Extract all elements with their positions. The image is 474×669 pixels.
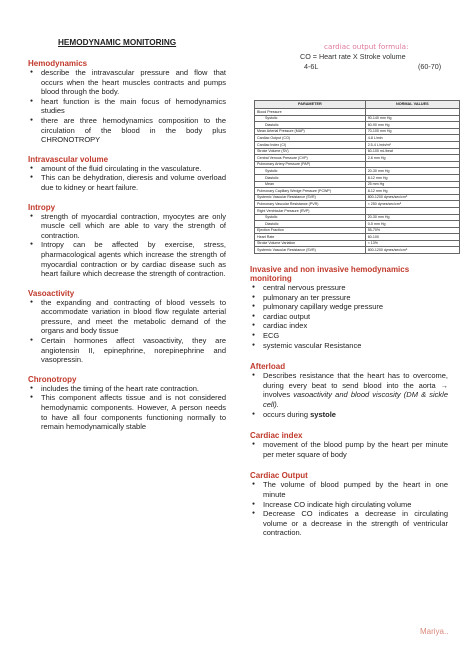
formula-title: cardiac output formula: — [324, 42, 409, 51]
table-row — [255, 148, 460, 155]
table-row — [255, 128, 460, 135]
section-heading: Intravascular volume — [28, 154, 109, 164]
table-cell: 2.5-4 L/min/m² — [365, 141, 459, 148]
table-row — [255, 194, 460, 201]
table-cell — [255, 168, 366, 175]
parameter-name: Cardiac Output (CO) — [257, 135, 290, 140]
section-heading: Intropy — [28, 202, 56, 212]
table-cell — [365, 109, 459, 116]
parameter-name: Diastolic — [265, 221, 279, 226]
table-row — [255, 227, 460, 234]
table-cell: 800-1200 dynes/sec/cm⁵ — [365, 194, 459, 201]
list-item: ● heart function is the main focus of hemodynamics studies — [28, 97, 226, 116]
parameter-name: Central Venous Pressure (CVP) — [257, 155, 308, 160]
parameter-name: Blood Pressure — [257, 109, 282, 114]
list-item: ● central nervous pressure — [250, 283, 448, 293]
table-cell: 4-8 L/min — [365, 135, 459, 142]
section-heading: Vasoactivity — [28, 288, 75, 298]
table-cell — [255, 122, 366, 129]
table-cell — [255, 109, 366, 116]
parameter-name: Diastolic — [265, 122, 279, 127]
table-cell — [255, 240, 366, 247]
right-column — [250, 253, 448, 538]
table-cell: 25 mm Hg — [365, 181, 459, 188]
table-cell — [365, 161, 459, 168]
list-item: ● systemic vascular Resistance — [250, 341, 448, 351]
table-cell — [255, 214, 366, 221]
list-item: ● cardiac index — [250, 321, 448, 331]
list-item: ● movement of the blood pump by the heart per minute per meter square of body — [250, 440, 448, 459]
table-cell — [255, 135, 366, 142]
parameter-name: Systemic Vascular Resistance (SVR) — [257, 195, 316, 200]
table-cell — [255, 141, 366, 148]
parameter-name: Heart Rate — [257, 234, 275, 239]
bullet-list — [250, 371, 448, 419]
parameter-name: Stroke Volume (SV) — [257, 149, 289, 154]
table-cell: 2-6 mm Hg — [365, 155, 459, 162]
bullet-list — [250, 480, 448, 538]
table-cell: < 250 dynes/sec/cm⁵ — [365, 201, 459, 208]
afterload-section — [250, 362, 448, 419]
formula-equation: CO = Heart rate X Stroke volume — [300, 52, 406, 61]
list-item-emphasis: vasoactivity and blood viscosity (DM & sickle cell). — [263, 390, 448, 409]
section-heading: Hemodynamics — [28, 59, 88, 68]
content-section — [28, 59, 226, 145]
content-section — [28, 155, 226, 193]
left-sections — [28, 59, 226, 432]
bullet-list — [28, 68, 226, 145]
bullet-list — [28, 164, 226, 193]
bullet-list — [28, 384, 226, 432]
list-item: ● pulmonary capillary wedge pressure — [250, 302, 448, 312]
reference-figure — [252, 36, 465, 253]
table-cell: 8-12 mm Hg — [365, 188, 459, 195]
table-row — [255, 141, 460, 148]
table-cell — [255, 221, 366, 228]
table-cell: 20-30 mm Hg — [365, 214, 459, 221]
list-item: ● includes the timing of the heart rate contraction. — [28, 384, 226, 394]
section-heading: Cardiac Output — [250, 471, 308, 481]
bullet-list — [28, 298, 226, 365]
table-row — [255, 188, 460, 195]
table-row — [255, 109, 460, 116]
table-cell: 8-12 mm Hg — [365, 174, 459, 181]
table-cell: < 13% — [365, 240, 459, 247]
parameter-name: Right Ventricular Pressure (RVP) — [257, 208, 310, 213]
formula-block — [252, 36, 465, 76]
content-section — [28, 203, 226, 279]
table-cell: 55-70% — [365, 227, 459, 234]
list-item: ● strength of myocardial contraction, myocytes are only muscle cell which are able to vary the strength of contraction. — [28, 212, 226, 241]
list-item: ● cardiac output — [250, 312, 448, 322]
parameter-name: Pulmonary Capillary Wedge Pressure (PCWP) — [257, 188, 332, 193]
list-item: ● amount of the fluid circulating in the vasculature. — [28, 164, 226, 174]
parameter-name: Systolic — [265, 215, 278, 220]
table-header-row — [255, 101, 460, 109]
content-section — [250, 265, 448, 350]
list-item: ● the expanding and contracting of blood vessels to accommodate variation in blood flow regulate arterial pressure, and meet the metabolic demand of the organs and body tissue — [28, 298, 226, 336]
normal-values-table — [254, 100, 460, 254]
list-item — [250, 410, 448, 420]
table-row — [255, 240, 460, 247]
list-item-text: Describes resistance that the heart has to overcome, during every beat to send blood into the aorta → involves — [263, 371, 448, 400]
table-row — [255, 155, 460, 162]
table-cell — [255, 207, 366, 214]
section-heading: Cardiac index — [250, 431, 303, 441]
table-row — [255, 161, 460, 168]
table-cell — [255, 174, 366, 181]
table-row — [255, 201, 460, 208]
page-title: HEMODYNAMIC MONITORING — [58, 38, 177, 47]
table-row — [255, 234, 460, 241]
table-body — [255, 109, 460, 254]
range-right: (60-70) — [418, 62, 442, 71]
table-cell — [365, 207, 459, 214]
list-item: ● The volume of blood pumped by the heart in one minute — [250, 480, 448, 499]
author-signature: Mariya.. — [420, 627, 449, 636]
range-left: 4-6L — [304, 62, 319, 71]
list-item: ● This can be dehydration, dieresis and volume overload due to kidney or heart failure. — [28, 173, 226, 192]
table-cell: 70-100 mm Hg — [365, 128, 459, 135]
table-cell — [255, 148, 366, 155]
table-cell — [255, 234, 366, 241]
table-cell — [255, 201, 366, 208]
list-item: ● ECG — [250, 331, 448, 341]
list-item: ● Certain hormones affect vasoactivity, they are angiotensin II, epinephrine, norepinephrine and vasopressin. — [28, 336, 226, 365]
bullet-list — [28, 212, 226, 279]
parameter-name: Diastolic — [265, 175, 279, 180]
section-heading: Chronotropy — [28, 374, 77, 384]
list-item: ● This component affects tissue and is not considered hemodynamic components. However, A person needs to have all four components functioning normally to remain hemodynamically stable — [28, 393, 226, 431]
table-cell — [255, 188, 366, 195]
table-cell — [255, 155, 366, 162]
parameter-name: Cardiac Index (CI) — [257, 142, 287, 147]
parameter-name: Systolic — [265, 168, 278, 173]
table-row — [255, 207, 460, 214]
bullet-list — [250, 283, 448, 350]
table-cell: 0-5 mm Hg — [365, 221, 459, 228]
table-row — [255, 168, 460, 175]
table-cell — [255, 115, 366, 122]
table-cell — [255, 194, 366, 201]
parameter-name: Mean — [265, 182, 274, 187]
list-item-text: occurs during — [263, 409, 311, 419]
table-cell: 90-140 mm Hg — [365, 115, 459, 122]
content-section — [28, 289, 226, 365]
list-item: ● Intropy can be affected by exercise, stress, pharmacological agents which increase the strength of myocardial contraction or by cardiac disease such as heart failure which decrease the strength of contraction. — [28, 240, 226, 278]
table-cell — [255, 227, 366, 234]
table-row — [255, 174, 460, 181]
parameter-name: Systemic Vascular Resistance (SVR) — [257, 248, 316, 253]
table-row — [255, 122, 460, 129]
list-item: ● Increase CO indicate high circulating volume — [250, 500, 448, 510]
table-cell — [255, 181, 366, 188]
table-cell: 60-90 mm Hg — [365, 122, 459, 129]
section-heading: Invasive and non invasive hemodynamics monitoring — [250, 265, 410, 283]
list-item: ● pulmonary an ter pressure — [250, 293, 448, 303]
section-heading: Afterload — [250, 362, 286, 372]
list-item: ● describe the intravascular pressure and flow that occurs when the heart muscles contracts and pumps blood through the body. — [28, 68, 226, 97]
table-row — [255, 221, 460, 228]
parameter-name: Mean Arterial Pressure (MAP) — [257, 129, 305, 134]
table-header: PARAMETER — [255, 101, 366, 109]
table-row — [255, 115, 460, 122]
parameter-name: Pulmonary Artery Pressure (PAP) — [257, 162, 311, 167]
cardiac-output-section — [250, 471, 448, 538]
table-header: NORMAL VALUES — [365, 101, 459, 109]
left-column — [28, 38, 226, 432]
table-cell — [255, 161, 366, 168]
table-row — [255, 181, 460, 188]
list-item — [250, 371, 448, 409]
parameter-name: Systolic — [265, 116, 278, 121]
list-item: ● Decrease CO indicates a decrease in circulating volume or a decrease in the strength of ventricular contraction. — [250, 509, 448, 538]
content-section — [28, 375, 226, 432]
right-sections — [250, 265, 448, 350]
parameter-name: Pulmonary Vascular Resistance (PVR) — [257, 201, 319, 206]
table-cell: 60-100 mL/beat — [365, 148, 459, 155]
cardiac-index-section — [250, 431, 448, 459]
table-cell: 800-1200 dynes/sec/cm⁵ — [365, 247, 459, 254]
bullet-list — [250, 440, 448, 459]
table-cell: 20-30 mm Hg — [365, 168, 459, 175]
list-item-keyword: systole — [310, 409, 336, 419]
list-item: ● there are three hemodynamics composition to the circulation of the blood in the body plus CHRONOTROPY — [28, 116, 226, 145]
table-row — [255, 214, 460, 221]
parameter-name: Stroke Volume Variation — [257, 241, 296, 246]
table-cell: 60-100 — [365, 234, 459, 241]
parameter-name: Ejection Fraction — [257, 228, 284, 233]
table-row — [255, 135, 460, 142]
table-cell — [255, 128, 366, 135]
